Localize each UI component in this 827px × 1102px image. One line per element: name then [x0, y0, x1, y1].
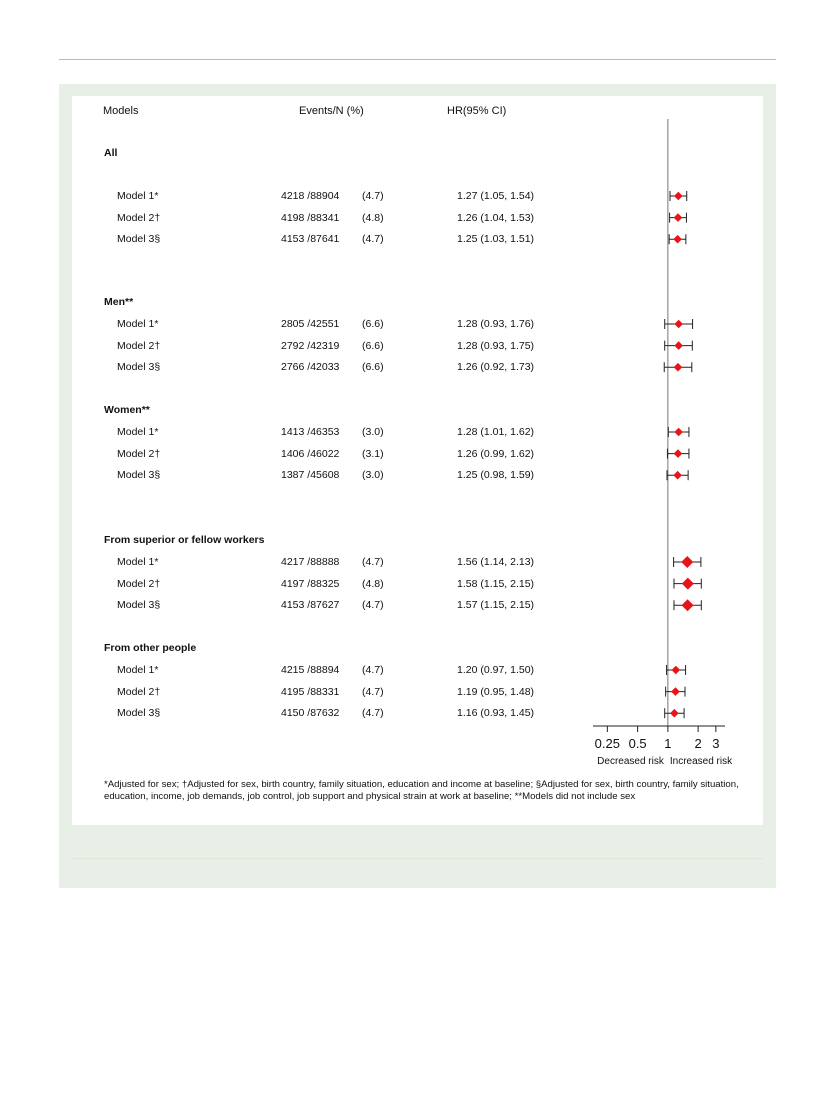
row-model: Model 1* — [117, 556, 159, 568]
hr-marker — [674, 320, 683, 329]
row-model: Model 3§ — [117, 233, 161, 246]
hr-marker — [674, 449, 683, 458]
row-hr-text: 1.25 (0.98, 1.59) — [457, 469, 535, 482]
row-hr-text: 1.26 (1.04, 1.53) — [457, 211, 535, 224]
row-hr-text: 1.20 (0.97, 1.50) — [457, 664, 535, 676]
hr-marker — [671, 687, 680, 696]
row-hr-text: 1.58 (1.15, 2.15) — [457, 577, 535, 590]
row-pct: (4.7) — [362, 556, 384, 568]
row-model: Model 2† — [117, 211, 161, 224]
hr-marker — [682, 599, 694, 611]
row-pct: (6.6) — [362, 361, 384, 374]
row-events: 4218 /88904 — [281, 190, 340, 202]
row-events: 4195 /88331 — [281, 685, 340, 698]
footnote: *Adjusted for sex; †Adjusted for sex, birth country, family situation, education and income at baseline; §Adjusted for sex, birth country, family situation, education, income, job demands, job control, job support and physical strain at work at baseline; **Models did not include sex — [104, 779, 739, 802]
row-model: Model 1* — [117, 318, 159, 330]
x-tick-label: 2 — [694, 736, 702, 751]
row-events: 4217 /88888 — [281, 556, 340, 568]
row-model: Model 2† — [117, 447, 161, 460]
row-pct: (4.8) — [362, 577, 384, 590]
hr-marker — [673, 471, 682, 480]
row-model: Model 3§ — [117, 707, 161, 720]
row-hr-text: 1.28 (0.93, 1.76) — [457, 318, 535, 330]
x-tick-label: 1 — [664, 736, 672, 751]
hr-marker — [674, 363, 683, 372]
row-events: 4198 /88341 — [281, 211, 340, 224]
column-header-hr: HR(95% CI) — [447, 105, 507, 117]
row-pct: (6.6) — [362, 339, 384, 352]
hr-marker — [674, 213, 683, 222]
row-events: 4215 /88894 — [281, 664, 340, 676]
row-model: Model 2† — [117, 577, 161, 590]
row-hr-text: 1.27 (1.05, 1.54) — [457, 190, 535, 202]
row-pct: (4.7) — [362, 685, 384, 698]
column-header-events: Events/N (%) — [299, 105, 364, 117]
row-hr-text: 1.57 (1.15, 2.15) — [457, 599, 535, 612]
row-events: 4153 /87627 — [281, 599, 340, 612]
row-model: Model 1* — [117, 664, 159, 676]
row-events: 1413 /46353 — [281, 426, 340, 438]
group-label: Women** — [104, 404, 150, 416]
hr-marker — [670, 709, 679, 718]
row-pct: (4.7) — [362, 664, 384, 676]
row-hr-text: 1.28 (0.93, 1.75) — [457, 339, 535, 352]
row-events: 4150 /87632 — [281, 707, 340, 720]
row-events: 2805 /42551 — [281, 318, 340, 330]
row-model: Model 1* — [117, 190, 159, 202]
row-events: 4197 /88325 — [281, 577, 340, 590]
x-sublabel-increased: Increased risk — [669, 756, 733, 767]
row-hr-text: 1.28 (1.01, 1.62) — [457, 426, 535, 438]
row-pct: (4.7) — [362, 599, 384, 612]
x-tick-label: 3 — [712, 736, 720, 751]
row-events: 2792 /42319 — [281, 339, 340, 352]
group-label: Men** — [104, 296, 134, 308]
row-events: 1387 /45608 — [281, 469, 340, 482]
x-tick-label: 0.25 — [594, 736, 620, 751]
row-hr-text: 1.25 (1.03, 1.51) — [457, 233, 535, 246]
group-label: From superior or fellow workers — [104, 534, 265, 546]
row-pct: (3.0) — [362, 426, 384, 438]
row-hr-text: 1.16 (0.93, 1.45) — [457, 707, 535, 720]
row-model: Model 2† — [117, 339, 161, 352]
row-model: Model 2† — [117, 685, 161, 698]
row-pct: (4.7) — [362, 190, 384, 202]
hr-marker — [673, 235, 682, 244]
row-events: 2766 /42033 — [281, 361, 340, 374]
hr-marker — [674, 341, 683, 350]
row-model: Model 1* — [117, 426, 159, 438]
row-hr-text: 1.56 (1.14, 2.13) — [457, 556, 535, 568]
row-pct: (3.1) — [362, 447, 384, 460]
x-sublabel-decreased: Decreased risk — [597, 756, 664, 767]
row-pct: (4.7) — [362, 233, 384, 246]
hr-marker — [674, 192, 683, 201]
hr-marker — [672, 666, 681, 675]
row-model: Model 3§ — [117, 361, 161, 374]
row-events: 4153 /87641 — [281, 233, 340, 246]
row-hr-text: 1.26 (0.99, 1.62) — [457, 447, 535, 460]
row-model: Model 3§ — [117, 599, 161, 612]
row-model: Model 3§ — [117, 469, 161, 482]
column-header-models: Models — [103, 105, 139, 117]
row-pct: (4.8) — [362, 211, 384, 224]
row-events: 1406 /46022 — [281, 447, 340, 460]
row-pct: (6.6) — [362, 318, 384, 330]
group-label: All — [104, 147, 118, 159]
group-label: From other people — [104, 642, 197, 654]
hr-marker — [682, 578, 694, 590]
row-pct: (3.0) — [362, 469, 384, 482]
hr-marker — [674, 428, 683, 437]
hr-marker — [681, 556, 693, 568]
row-hr-text: 1.26 (0.92, 1.73) — [457, 361, 535, 374]
row-pct: (4.7) — [362, 707, 384, 720]
x-tick-label: 0.5 — [628, 736, 647, 751]
row-hr-text: 1.19 (0.95, 1.48) — [457, 685, 535, 698]
